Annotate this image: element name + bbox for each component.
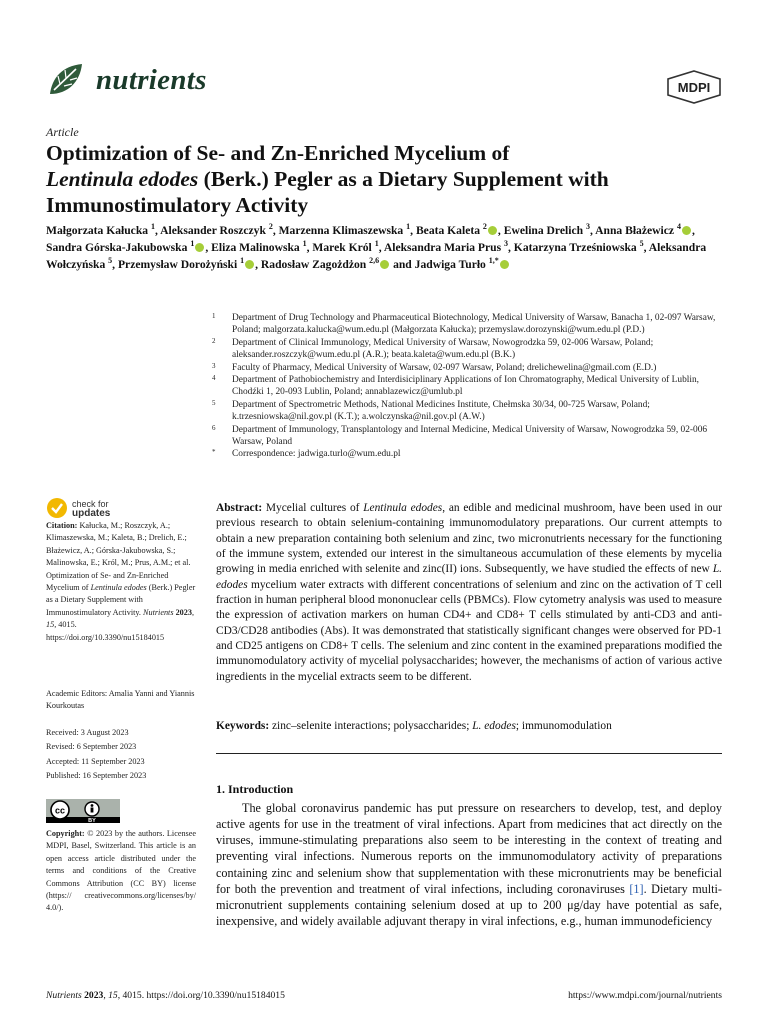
affiliation-number: 5	[212, 398, 216, 407]
paper-title: Optimization of Se- and Zn-Enriched Mycelium of Lentinula edodes (Berk.) Pegler as a Dietary Supplement with Immunostimulatory Activity	[46, 141, 609, 217]
author-affiliation-sup: 3	[504, 239, 508, 249]
author-affiliation-sup: 1	[240, 256, 245, 266]
by-label: BY	[88, 818, 96, 823]
authors-and: and	[393, 258, 415, 272]
affiliation-item	[212, 374, 722, 399]
author-name[interactable]: Beata Kaleta	[415, 224, 481, 237]
revised-date: Revised: 6 September 2023	[46, 742, 137, 751]
mdpi-logo-icon	[666, 70, 722, 104]
author-name[interactable]: Aleksandra Wołczyńska	[46, 241, 707, 272]
orcid-icon[interactable]	[380, 260, 389, 269]
affiliation-number: 2	[212, 336, 216, 345]
journal-name: nutrients	[96, 64, 207, 96]
cc-label: cc	[54, 805, 66, 816]
cc-by-icon	[46, 799, 120, 823]
author-name[interactable]: Sandra Górska-Jakubowska	[46, 241, 188, 255]
author-name[interactable]: Aleksander Roszczyk	[160, 224, 266, 237]
affiliation-text: Correspondence: jadwiga.turlo@wum.edu.pl	[232, 449, 401, 460]
citation-block: Citation: Kałucka, M.; Roszczyk, A.; Klimaszewska, M.; Kaleta, B.; Drelich, E.; Błażewicz, A.; Górska-Jakubowska, S.; Malinowska, E.; Król, M.; Prus, A.M.; et al. Optimization of Se- and Zn-Enriched Mycelium of Lentinula edodes (Berk.) Pegler as a Dietary Supplement with Immunostimulatory Activity. Nutrients 2023, 15, 4015. https://doi.org/10.3390/nu15184015	[46, 521, 196, 642]
author-name[interactable]: Eliza Malinowska	[211, 241, 300, 255]
published-date: Published: 16 September 2023	[46, 771, 147, 780]
author-affiliation-sup: 4	[676, 222, 681, 232]
author-name[interactable]: Marzenna Klimaszewska	[278, 224, 404, 237]
orcid-icon[interactable]	[488, 226, 497, 235]
cc-by-license-badge[interactable]	[46, 799, 120, 823]
affiliation-item	[212, 424, 722, 449]
affiliation-number: *	[212, 448, 216, 457]
affiliation-text: Department of Pathobiochemistry and Interdisiciplinary Applications of Ion Chromatography, Medical University of Lublin, Chodźki 1, 20-093 Lublin, Poland; annablazewicz@umlub.pl	[232, 375, 699, 398]
author-affiliation-sup: 1	[190, 239, 195, 249]
affiliation-number: 3	[212, 361, 216, 370]
journal-logo-icon	[46, 60, 86, 100]
author-affiliation-sup: 1	[302, 239, 307, 249]
section-divider	[216, 753, 722, 754]
introduction-paragraph: The global coronavirus pandemic has put pressure on researchers to develop, test, and deploy active agents for use in the treatment of viral infections. Apart from medicines that act directly on the viruses, immune-stimulating preparations also seem to be interesting in the context of treating and preventing viral infections. Numerous reports on the immunomodulatory activity of preparations containing zinc and selenium show that supplementation with these micronutrients may be beneficial for both the prevention and treatment of viral infections, including coronaviruses [1]. Dietary multi-micronutrient supplements containing selenium dosed at up to 200 μg/day have potential as safe, inexpensive, and widely available adjuvant therapy in viral infections, e.g., human immunodeficiency	[216, 801, 722, 929]
introduction-heading: 1. Introduction	[216, 782, 294, 796]
author-name[interactable]: Małgorzata Kałucka	[46, 224, 149, 237]
author-list: Małgorzata Kałucka $^1$, Aleksander Roszczyk $^2$, Marzenna Klimaszewska $^1$, Beata Kaleta $^2$ , Ewelina Drelich $^3$, Anna Błażewicz $^4$ , Sandra Górska-Jakubowska $^1$ , Eliza Malinowska $^1$, Marek Król $^1$, Aleksandra Maria Prus $^3$, Katarzyna Trześniowska $^5$, Aleksandra Wołczyńska $^5$, Przemysław Dorożyński $^1$ , Radosław Zagożdżon $^{2,6}$ and Jadwiga Turło $^{1,*}$	[46, 222, 707, 272]
affiliation-item	[212, 399, 722, 424]
author-affiliation-sup: 1,*	[488, 256, 499, 266]
affiliation-text: Department of Spectrometric Methods, National Medicines Institute, Chełmska 30/34, 00-725 Warsaw, Poland; k.trzesniowska@nil.gov.pl (K.T.); a.wolczynska@nil.gov.pl (A.W.)	[232, 399, 650, 423]
orcid-icon[interactable]	[500, 260, 509, 269]
accepted-date: Accepted: 11 September 2023	[46, 757, 145, 766]
author-affiliation-sup: 1	[374, 239, 379, 249]
author-affiliation-sup: 5	[108, 256, 113, 266]
author-affiliation-sup: 2	[268, 222, 273, 232]
footer-journal-url[interactable]: https://www.mdpi.com/journal/nutrients	[568, 990, 722, 1001]
author-name[interactable]: Przemysław Dorożyński	[117, 258, 238, 272]
affiliation-number: 6	[212, 423, 216, 432]
footer-citation: Nutrients 2023, 15, 4015. https://doi.org/10.3390/nu15184015	[46, 990, 285, 1001]
check-for-updates-line2: updates	[72, 508, 111, 519]
publisher-label: MDPI	[677, 80, 711, 95]
affiliation-item	[212, 337, 722, 362]
orcid-icon[interactable]	[682, 226, 691, 235]
orcid-icon[interactable]	[195, 243, 204, 252]
affiliation-text: Department of Drug Technology and Pharmaceutical Biotechnology, Medical University of Warsaw, Banacha 1, 02-097 Warsaw, Poland; malgorzata.kalucka@wum.edu.pl (Małgorzata Kałucka); przemyslaw.dorozynski@wum.edu.pl (P.D.)	[232, 313, 716, 336]
author-name[interactable]: Aleksandra Maria Prus	[383, 241, 502, 255]
check-for-updates-line1: check for	[72, 499, 109, 509]
author-name[interactable]: Anna Błażewicz	[595, 224, 675, 237]
affiliation-item	[212, 312, 722, 337]
citation-link[interactable]: [1]	[629, 881, 644, 896]
academic-editors: Academic Editors: Amalia Yanni and Yiannis Kourkoutas	[46, 689, 195, 711]
received-date: Received: 3 August 2023	[46, 728, 129, 737]
author-name[interactable]: Katarzyna Trześniowska	[513, 241, 637, 255]
check-for-updates-icon	[46, 497, 68, 519]
keywords: Keywords: zinc–selenite interactions; polysaccharides; L. edodes; immunomodulation	[216, 720, 612, 732]
author-affiliation-sup: 3	[585, 222, 590, 232]
author-affiliation-sup: 2,6	[369, 256, 380, 266]
author-affiliation-sup: 5	[639, 239, 644, 249]
author-name[interactable]: Radosław Zagożdżon	[260, 258, 367, 272]
author-affiliation-sup: 2	[482, 222, 487, 232]
affiliation-number: 4	[212, 374, 216, 383]
affiliation-number: 1	[212, 312, 216, 320]
affiliation-item	[212, 362, 722, 374]
author-name[interactable]: Marek Król	[312, 241, 372, 255]
author-affiliation-sup: 1	[150, 222, 155, 232]
affiliations	[212, 312, 722, 461]
author-name[interactable]: Jadwiga Turło	[414, 258, 486, 272]
author-affiliation-sup: 1	[406, 222, 411, 232]
affiliation-text: Faculty of Pharmacy, Medical University of Warsaw, 02-097 Warsaw, Poland; drelichewelina@gmail.com (E.D.)	[232, 362, 657, 373]
copyright-block: Copyright: © 2023 by the authors. Licensee MDPI, Basel, Switzerland. This article is an open access article distributed under the terms and conditions of the Creative Commons Attribution (CC BY) license (https:// creativecommons.org/licenses/by/ 4.0/).	[46, 829, 197, 913]
orcid-icon[interactable]	[245, 260, 254, 269]
affiliation-text: Department of Immunology, Transplantology and Internal Medicine, Medical University of Warsaw, Nowogrodzka 59, 02-006 Warsaw, Poland	[232, 424, 708, 448]
affiliation-text: Department of Clinical Immunology, Medical University of Warsaw, Nowogrodzka 59, 02-006 Warsaw, Poland; aleksander.roszczyk@wum.edu.pl (A.R.); beata.kaleta@wum.edu.pl (B.K.)	[232, 337, 654, 361]
article-type: Article	[46, 125, 79, 139]
abstract: Abstract: Mycelial cultures of Lentinula edodes, an edible and medicinal mushroom, have been used in our previous research to obtain selenium-containing immunomodulatory preparations. Our current attempts to obtain a new preparation containing both selenium and zinc, two micronutrients necessary for the functioning of the immune system, extended our interest in the simultaneous accumulation of these elements by mycelia growing in media enriched with selenite and zinc(II) ions. Subsequently, we have studied the effects of new L. edodes mycelium water extracts with different concentrations of selenium and zinc on the activation of T cell fraction in human peripheral blood mononuclear cells (PBMCs). Flow cytometry analysis was used to measure the expression of activation markers on human CD4+ and CD8+ T cells stimulated by anti-CD3 and anti-CD3/CD28 antibodies (Abs). It was demonstrated that statistically significant changes were observed for PD-1 and CD25 antigens on CD8+ T cells. The selenium and zinc content in the examined preparations modified the immunomodulatory activity of mycelial polysaccharides; however, the mechanisms of action of various active ingredients in the mycelial extracts seem to be different.	[216, 502, 722, 683]
affiliation-item	[212, 448, 722, 460]
author-name[interactable]: Ewelina Drelich	[503, 224, 584, 237]
